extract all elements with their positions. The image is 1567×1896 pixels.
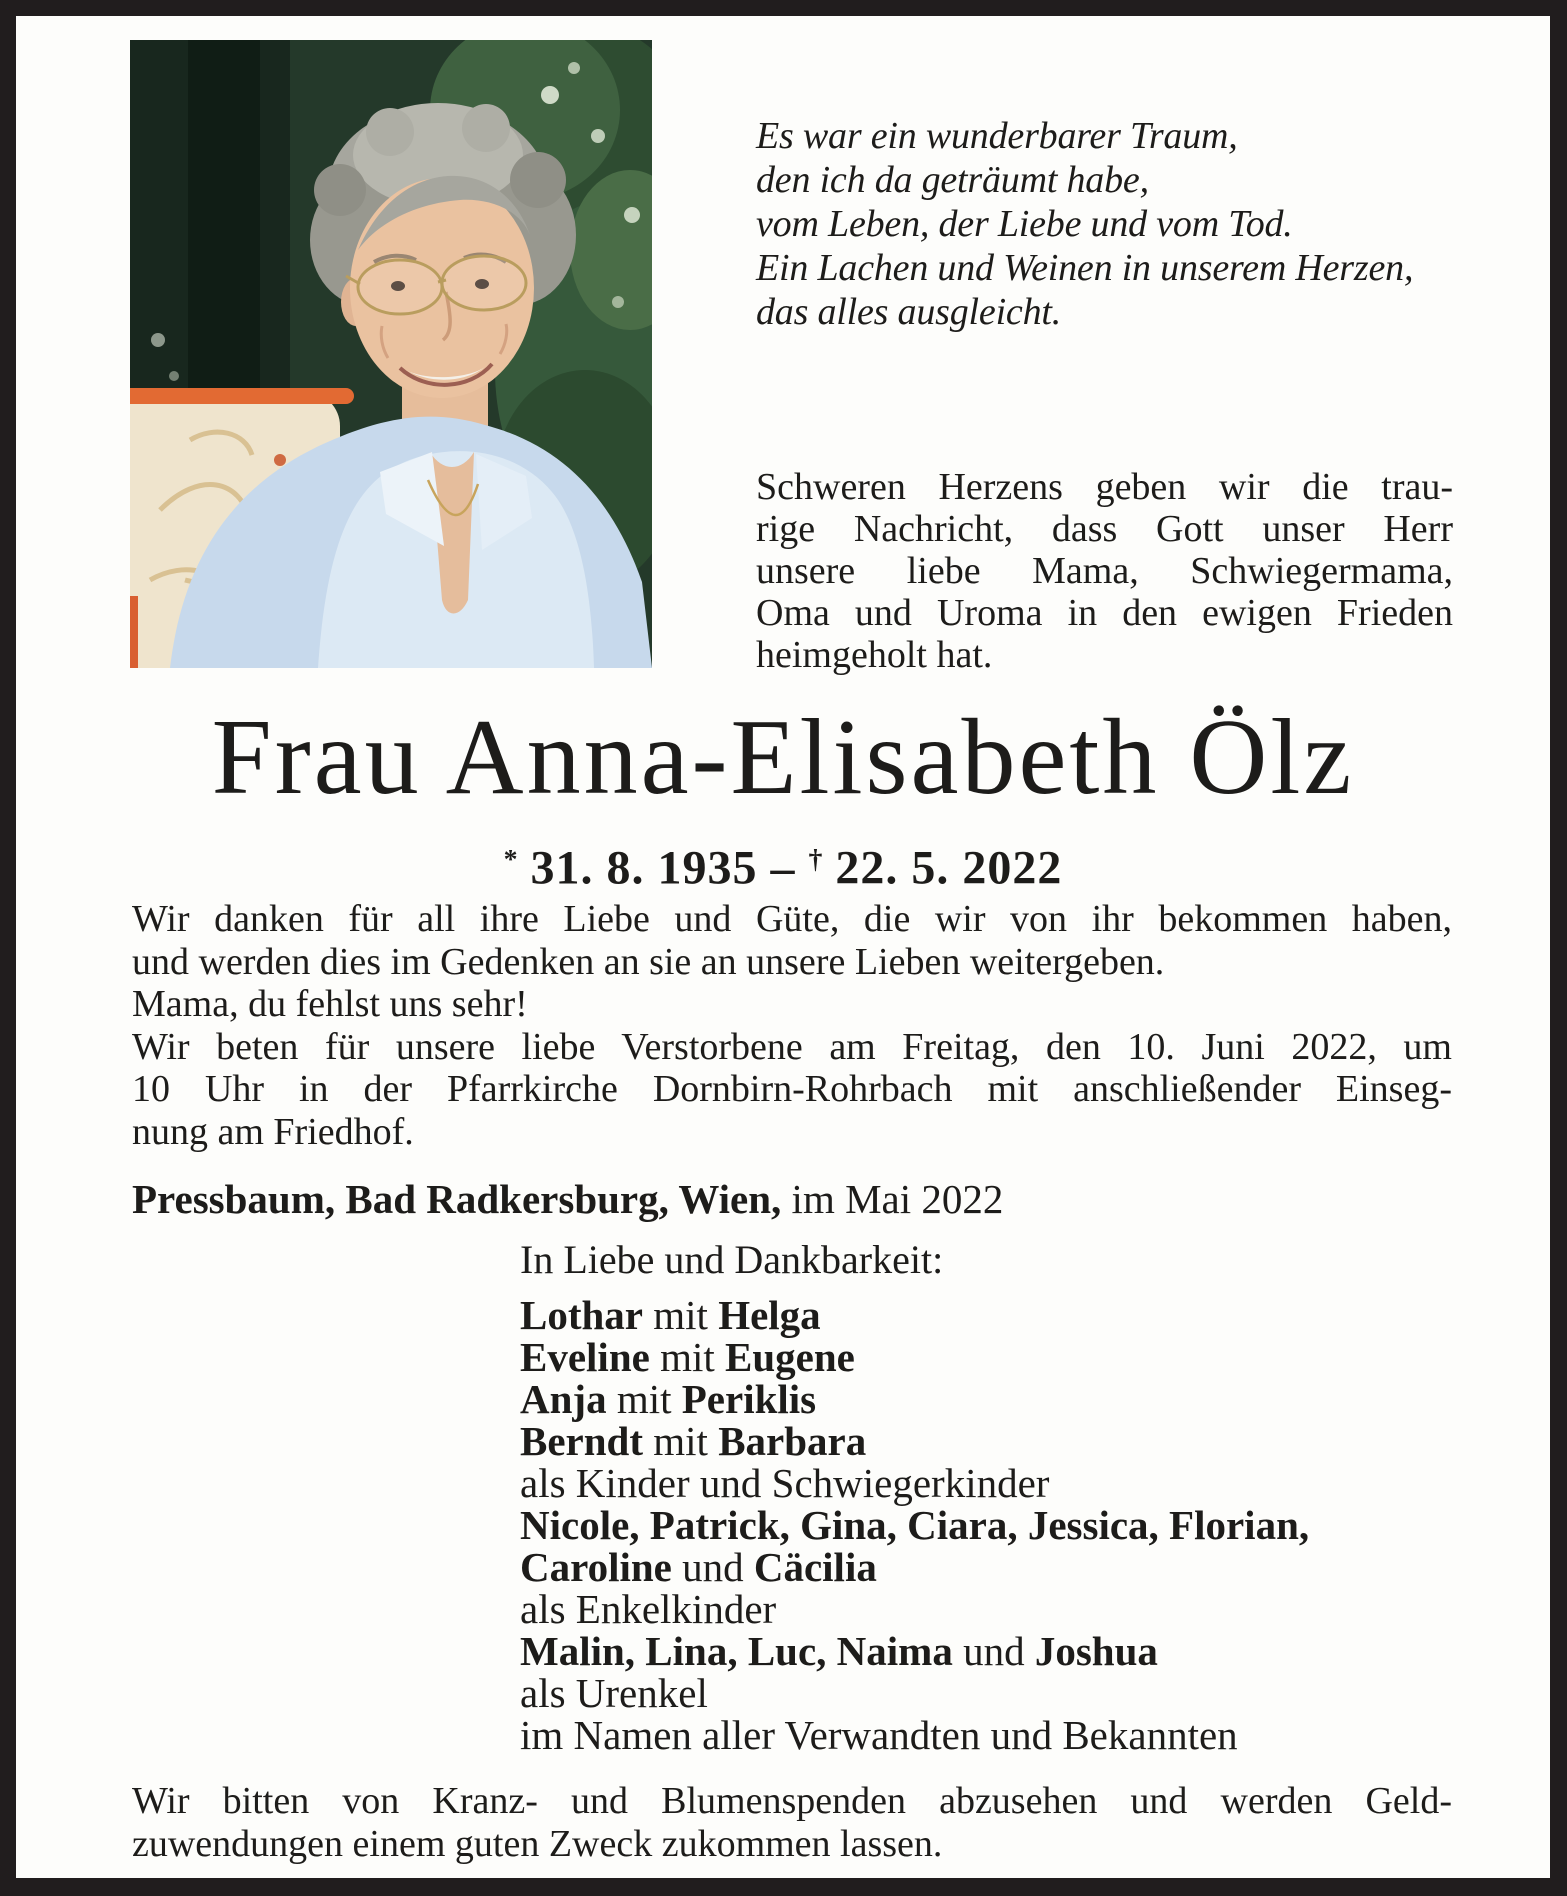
- notice-paper: [16, 16, 1550, 1878]
- memorial-poem-line: vom Leben, der Liebe und vom Tod.: [756, 203, 1293, 245]
- memorial-poem-line: den ich da geträumt habe,: [756, 159, 1149, 201]
- mourners-list-line: [520, 1714, 1500, 1756]
- text-segment: Eugene: [725, 1334, 855, 1380]
- memorial-poem-line: Es war ein wunderbarer Traum,: [756, 115, 1238, 157]
- death-announcement-line: unsere liebe Mama, Schwiegermama,: [756, 550, 1453, 592]
- text-segment: mit: [606, 1376, 682, 1422]
- death-announcement-line: Oma und Uroma in den ewigen Frieden: [756, 592, 1453, 634]
- body-paragraph-line: Wir danken für all ihre Liebe und Güte, die wir von ihr bekommen haben,: [132, 898, 1452, 940]
- life-dates: [16, 834, 1550, 894]
- mourners-list-line: [520, 1588, 1500, 1630]
- closing-formula: In Liebe und Dankbarkeit:: [520, 1237, 944, 1282]
- text-segment: und: [952, 1628, 1035, 1674]
- text-segment: mit: [649, 1334, 726, 1380]
- mourners-list-line: [520, 1630, 1500, 1672]
- text-segment: im Namen aller Verwandten und Bekannten: [520, 1712, 1238, 1758]
- place-date-line: [132, 1176, 1452, 1222]
- text-segment: Caroline: [520, 1544, 672, 1590]
- body-paragraph-line: nung am Friedhof.: [132, 1110, 414, 1153]
- portrait-illustration: [130, 40, 652, 668]
- text-segment: 31. 8. 1935 –: [517, 841, 809, 895]
- donation-note-line: Wir bitten von Kranz- und Blumenspenden abzusehen und werden Geld-: [132, 1780, 1452, 1822]
- portrait-photo: [130, 40, 652, 668]
- text-segment: als Kinder und Schwiegerkinder: [520, 1460, 1050, 1506]
- text-segment: Helga: [718, 1292, 821, 1338]
- mourners-list-line: [520, 1294, 1500, 1336]
- text-segment: Anja: [520, 1376, 607, 1422]
- text-segment: Lothar: [520, 1292, 643, 1338]
- mourners-list-line: [520, 1378, 1500, 1420]
- death-announcement-line: heimgeholt hat.: [756, 634, 993, 676]
- text-segment: und: [671, 1544, 754, 1590]
- body-paragraph-line: Wir beten für unsere liebe Verstorbene am Freitag, den 10. Juni 2022, um: [132, 1025, 1452, 1068]
- text-segment: Berndt: [520, 1418, 643, 1464]
- mourners-list-line: [520, 1504, 1500, 1546]
- text-segment: Cäcilia: [753, 1544, 877, 1590]
- death-announcement-line: rige Nachricht, dass Gott unser Herr: [756, 508, 1453, 550]
- memorial-poem-line: das alles ausgleicht.: [756, 291, 1062, 333]
- mourners-list-line: [520, 1672, 1500, 1714]
- text-segment: Malin, Lina, Luc, Naima: [520, 1628, 953, 1674]
- body-paragraph: [132, 898, 1452, 1154]
- memorial-poem-line: Ein Lachen und Weinen in unserem Herzen,: [756, 247, 1414, 289]
- text-segment: Eveline: [520, 1334, 650, 1380]
- text-segment: Barbara: [718, 1418, 867, 1464]
- text-segment: Periklis: [681, 1376, 817, 1422]
- mourners-list-line: [520, 1462, 1500, 1504]
- text-segment: †: [808, 844, 823, 875]
- deceased-name: Frau Anna-Elisabeth Ölz: [211, 698, 1355, 817]
- text-segment: Pressbaum, Bad Radkersburg, Wien,: [132, 1176, 782, 1222]
- body-paragraph-line: Mama, du fehlst uns sehr!: [132, 983, 528, 1026]
- text-segment: im Mai 2022: [781, 1176, 1004, 1222]
- text-segment: als Urenkel: [520, 1670, 708, 1716]
- death-announcement: [756, 466, 1453, 676]
- mourners-list-line: [520, 1336, 1500, 1378]
- memorial-poem: [756, 114, 1456, 334]
- text-segment: als Enkelkinder: [520, 1586, 777, 1632]
- text-segment: mit: [643, 1292, 719, 1338]
- body-paragraph-line: und werden dies im Gedenken an sie an unsere Lieben weitergeben.: [132, 940, 1165, 983]
- body-paragraph-line: 10 Uhr in der Pfarrkirche Dornbirn-Rohrbach mit anschließender Einseg-: [132, 1068, 1452, 1111]
- text-segment: Nicole, Patrick, Gina, Ciara, Jessica, Florian,: [520, 1502, 1310, 1548]
- donation-note-line: zuwendungen einem guten Zweck zukommen lassen.: [132, 1823, 943, 1865]
- death-announcement-line: Schweren Herzens geben wir die trau-: [756, 466, 1453, 508]
- mourners-list-line: [520, 1420, 1500, 1462]
- text-segment: 22. 5. 2022: [822, 841, 1063, 895]
- text-segment: Joshua: [1034, 1628, 1158, 1674]
- text-segment: *: [503, 844, 518, 875]
- donation-note: [132, 1780, 1452, 1866]
- mourners-list-line: [520, 1546, 1500, 1588]
- mourners-list: [520, 1294, 1500, 1756]
- text-segment: mit: [643, 1418, 719, 1464]
